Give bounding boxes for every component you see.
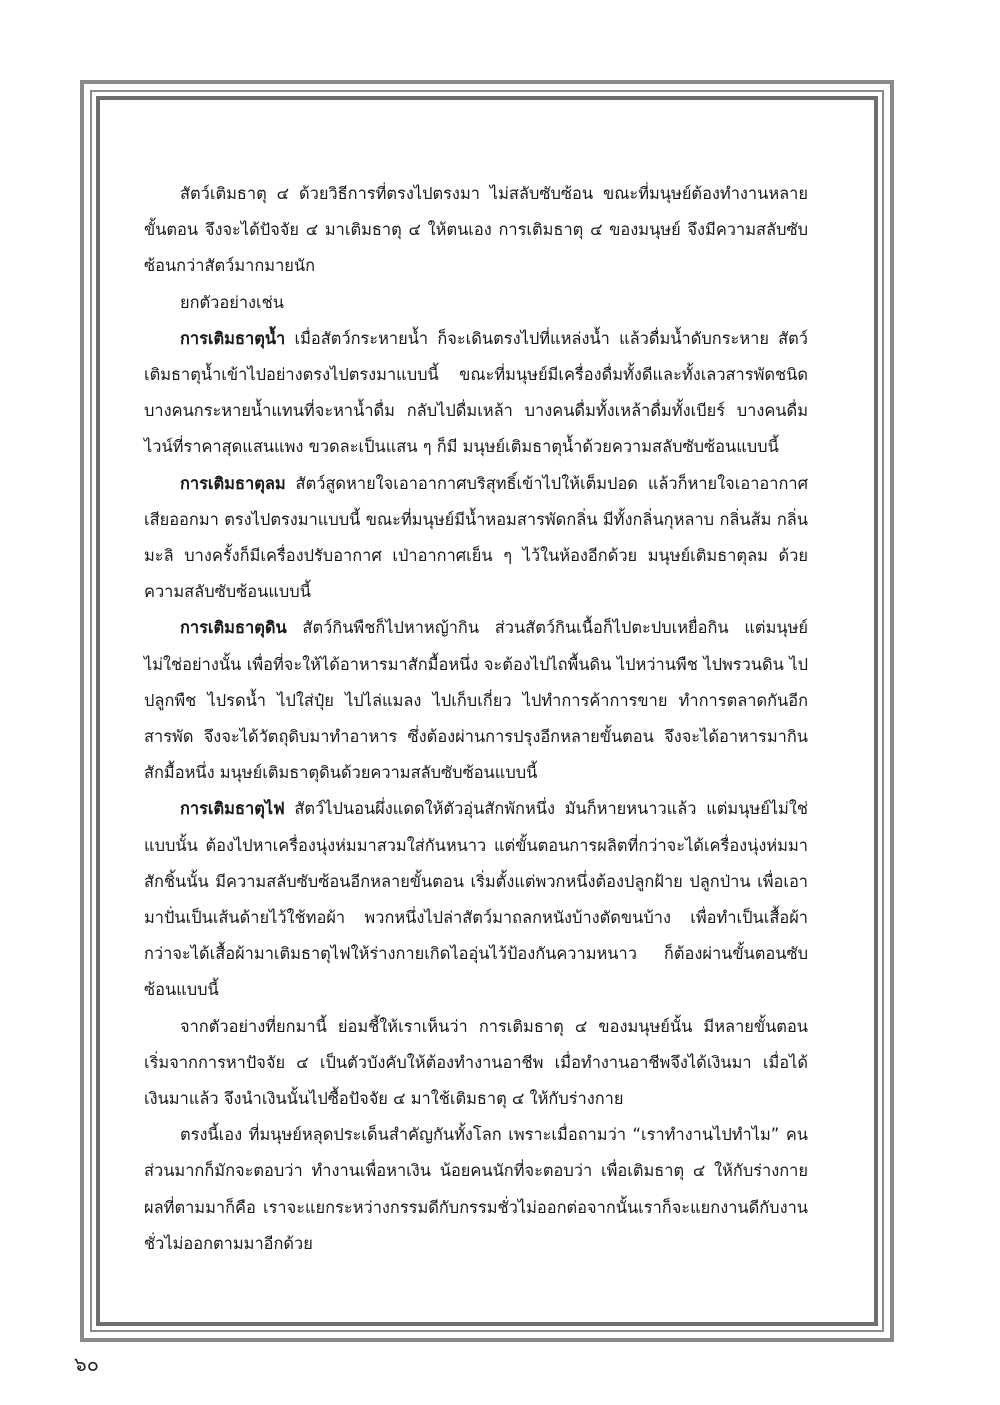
page-border [80,80,894,1342]
paragraph-fire-element: การเติมธาตุไฟ สัตว์ไปนอนผึ่งแดดให้ตัวอุ่นสักพักหนึ่ง มันก็หายหนาวแล้ว แต่มนุษย์ไม่ใช่แบบนั้น ต้องไปหาเครื่องนุ่งห่มมาสวมใส่กันหนาว แต่ขั้นตอนการผลิตที่กว่าจะได้เครื่องนุ่งห่มมาสักชิ้นนั้น มีความสลับซับซ้อนอีกหลายขั้นตอน เริ่มตั้งแต่พวกหนึ่งต้องปลูกฝ้าย ปลูกป่าน เพื่อเอามาปั่นเป็นเส้นด้ายไว้ใช้ทอผ้า พวกหนึ่งไปล่าสัตว์มาถลกหนังบ้างตัดขนบ้าง เพื่อทำเป็นเสื้อผ้า กว่าจะได้เสื้อผ้ามาเติมธาตุไฟให้ร่างกายเกิดไออุ่นไว้ป้องกันความหนาว ก็ต้องผ่านขั้นตอนซับซ้อนแบบนี้ [144,799,808,1000]
paragraph-conclusion: จากตัวอย่างที่ยกมานี้ ย่อมชี้ให้เราเห็นว่า การเติมธาตุ ๔ ของมนุษย์นั้น มีหลายขั้นตอน เริ่มจากการหาปัจจัย ๔ เป็นตัวบังคับให้ต้องทำงานอาชีพ เมื่อทำงานอาชีพจึงได้เงินมา เมื่อได้เงินมาแล้ว จึงนำเงินนั้นไปซื้อปัจจัย ๔ มาใช้เติมธาตุ ๔ ให้กับร่างกาย [144,1016,808,1109]
paragraph-example-lead: ยกตัวอย่างเช่น [180,292,284,312]
body-text [144,176,808,1262]
paragraph-earth-element: การเติมธาตุดิน สัตว์กินพืชก็ไปหาหญ้ากิน ส่วนสัตว์กินเนื้อก็ไปตะปบเหยื่อกิน แต่มนุษย์ไม่ใช่อย่างนั้น เพื่อที่จะให้ได้อาหารมาสักมื้อหนึ่ง จะต้องไปไถพื้นดิน ไปหว่านพืช ไปพรวนดิน ไปปลูกพืช ไปรดน้ำ ไปใส่ปุ๋ย ไปไล่แมลง ไปเก็บเกี่ยว ไปทำการค้าการขาย ทำการตลาดกันอีกสารพัด จึงจะได้วัตถุดิบมาทำอาหาร ซึ่งต้องผ่านการปรุงอีกหลายขั้นตอน จึงจะได้อาหารมากินสักมื้อหนึ่ง มนุษย์เติมธาตุดินด้วยความสลับซับซ้อนแบบนี้ [144,618,808,783]
heading-earth-element: การเติมธาตุดิน [180,618,287,638]
heading-fire-element: การเติมธาตุไฟ [180,799,285,819]
page-number: ๖๐ [74,1352,99,1376]
paragraph-key-point: ตรงนี้เอง ที่มนุษย์หลุดประเด็นสำคัญกันทั้งโลก เพราะเมื่อถามว่า “เราทำงานไปทำไม” คนส่วนมากก็มักจะตอบว่า ทำงานเพื่อหาเงิน น้อยคนนักที่จะตอบว่า เพื่อเติมธาตุ ๔ ให้กับร่างกาย ผลที่ตามมาก็คือ เราจะแยกระหว่างกรรมดีกับกรรมชั่วไม่ออกต่อจากนั้นเราก็จะแยกงานดีกับงานชั่วไม่ออกตามมาอีกด้วย [144,1125,808,1253]
paragraph-intro: สัตว์เติมธาตุ ๔ ด้วยวิธีการที่ตรงไปตรงมา ไม่สลับซับซ้อน ขณะที่มนุษย์ต้องทำงานหลายขั้นตอน จึงจะได้ปัจจัย ๔ มาเติมธาตุ ๔ ให้ตนเอง การเติมธาตุ ๔ ของมนุษย์ จึงมีความสลับซับซ้อนกว่าสัตว์มากมายนัก [144,184,808,276]
heading-water-element: การเติมธาตุน้ำ [180,328,286,348]
paragraph-wind-element: การเติมธาตุลม สัตว์สูดหายใจเอาอากาศบริสุทธิ์เข้าไปให้เต็มปอด แล้วก็หายใจเอาอากาศเสียออกมา ตรงไปตรงมาแบบนี้ ขณะที่มนุษย์มีน้ำหอมสารพัดกลิ่น มีทั้งกลิ่นกุหลาบ กลิ่นส้ม กลิ่นมะลิ บางครั้งก็มีเครื่องปรับอากาศ เป่าอากาศเย็น ๆ ไว้ในห้องอีกด้วย มนุษย์เติมธาตุลม ด้วยความสลับซับซ้อนแบบนี้ [144,473,808,602]
paragraph-water-element: การเติมธาตุน้ำ เมื่อสัตว์กระหายน้ำ ก็จะเดินตรงไปที่แหล่งน้ำ แล้วดื่มน้ำดับกระหาย สัตว์เติมธาตุน้ำเข้าไปอย่างตรงไปตรงมาแบบนี้ ขณะที่มนุษย์มีเครื่องดื่มทั้งดีและทั้งเลวสารพัดชนิด บางคนกระหายน้ำแทนที่จะหาน้ำดื่ม กลับไปดื่มเหล้า บางคนดื่มทั้งเหล้าดื่มทั้งเบียร์ บางคนดื่มไวน์ที่ราคาสุดแสนแพง ขวดละเป็นแสน ๆ ก็มี มนุษย์เติมธาตุน้ำด้วยความสลับซับซ้อนแบบนี้ [144,328,808,457]
heading-wind-element: การเติมธาตุลม [180,473,286,493]
